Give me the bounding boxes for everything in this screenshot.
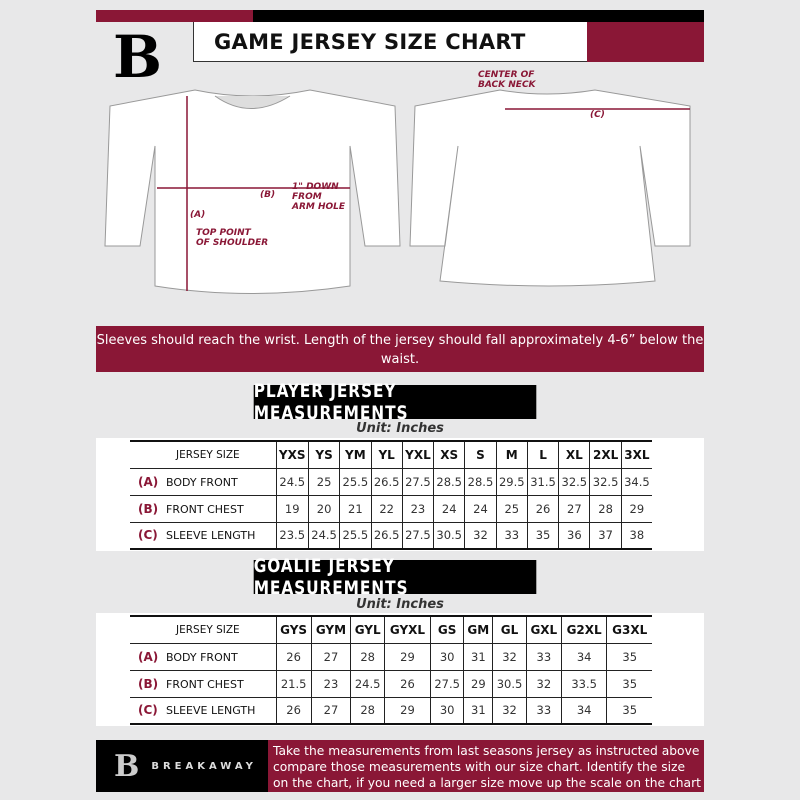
row-code: (C) [138, 703, 158, 718]
table-cell: 32 [465, 522, 496, 549]
jersey-diagram [100, 66, 710, 316]
title-accent [587, 22, 704, 62]
row-code: (A) [138, 649, 159, 664]
table-cell: 24 [465, 495, 496, 522]
table-cell: 32.5 [559, 468, 590, 495]
table-cell: 28 [351, 643, 385, 670]
row-name: BODY FRONT [166, 650, 238, 664]
size-header: S [465, 441, 496, 468]
top-bar-black [253, 10, 704, 22]
table-cell: 30 [430, 697, 464, 724]
table-cell: 27 [559, 495, 590, 522]
front-jersey [105, 90, 400, 294]
breakaway-logo: B [113, 23, 163, 91]
table-cell: 31.5 [527, 468, 558, 495]
jersey-size-label: JERSEY SIZE [130, 441, 276, 468]
table-cell: 26.5 [371, 468, 402, 495]
row-name: FRONT CHEST [166, 502, 244, 516]
page-title: GAME JERSEY SIZE CHART [193, 22, 587, 62]
jersey-size-label: JERSEY SIZE [130, 616, 276, 643]
size-header: YXL [402, 441, 433, 468]
table-cell: 21 [340, 495, 371, 522]
table-cell: 35 [527, 522, 558, 549]
row-code: (B) [138, 676, 159, 691]
table-cell: 27.5 [402, 522, 433, 549]
table-cell: 27 [311, 643, 350, 670]
table-cell: 24 [434, 495, 465, 522]
table-cell: 32 [493, 697, 527, 724]
table-cell: 34 [561, 643, 607, 670]
table-header-row [130, 441, 652, 468]
table-row [130, 522, 652, 549]
center-back-neck-label: CENTER OF BACK NECK [478, 70, 536, 90]
table-cell: 24.5 [351, 670, 385, 697]
row-label [130, 670, 276, 697]
size-header: YXS [276, 441, 308, 468]
table-cell: 25.5 [340, 522, 371, 549]
row-code: (C) [138, 528, 158, 543]
label-b: (B) [260, 190, 276, 200]
row-label [130, 522, 276, 549]
table-cell: 26 [276, 697, 311, 724]
row-label [130, 643, 276, 670]
table-cell: 20 [308, 495, 339, 522]
table-cell: 19 [276, 495, 308, 522]
table-cell: 30.5 [434, 522, 465, 549]
table-cell: 22 [371, 495, 402, 522]
table-cell: 25.5 [340, 468, 371, 495]
table-cell: 33.5 [561, 670, 607, 697]
size-header: GYL [351, 616, 385, 643]
table-cell: 28 [590, 495, 621, 522]
table-cell: 28.5 [465, 468, 496, 495]
size-header: GXL [526, 616, 561, 643]
label-b-text: 1" DOWN FROM ARM HOLE [292, 182, 346, 212]
table-row [130, 643, 652, 670]
size-header: YM [340, 441, 371, 468]
table-cell: 30.5 [493, 670, 527, 697]
size-header: GYXL [385, 616, 431, 643]
footer-instructions: Take the measurements from last seasons jersey as instructed above compare those measurements with our size chart. Identify the size on the chart, if you need a larger size move up the scale on the chart [268, 740, 704, 792]
table-cell: 33 [496, 522, 527, 549]
row-name: SLEEVE LENGTH [166, 704, 256, 718]
player-size-table [130, 440, 652, 550]
size-header: YS [308, 441, 339, 468]
size-header: L [527, 441, 558, 468]
goalie-table-container [96, 613, 704, 726]
table-cell: 26.5 [371, 522, 402, 549]
footer-brand-name: BREAKAWAY [151, 760, 257, 772]
label-a-text: TOP POINT OF SHOULDER [196, 228, 269, 248]
table-cell: 33 [526, 697, 561, 724]
table-cell: 38 [621, 522, 652, 549]
table-cell: 26 [527, 495, 558, 522]
table-row [130, 697, 652, 724]
table-cell: 28.5 [434, 468, 465, 495]
size-header: XL [559, 441, 590, 468]
table-cell: 29 [464, 670, 493, 697]
table-cell: 23 [402, 495, 433, 522]
size-header: GYM [311, 616, 350, 643]
row-label [130, 495, 276, 522]
footer-brand [96, 740, 268, 792]
size-header: 2XL [590, 441, 621, 468]
size-header: YL [371, 441, 402, 468]
table-cell: 28 [351, 697, 385, 724]
table-cell: 33 [526, 643, 561, 670]
table-cell: 24.5 [276, 468, 308, 495]
table-cell: 34.5 [621, 468, 652, 495]
size-header: GYS [276, 616, 311, 643]
table-cell: 27.5 [430, 670, 464, 697]
row-label [130, 468, 276, 495]
size-header: G2XL [561, 616, 607, 643]
table-cell: 29 [385, 643, 431, 670]
row-name: SLEEVE LENGTH [166, 529, 256, 543]
table-header-row [130, 616, 652, 643]
row-code: (B) [138, 501, 159, 516]
table-row [130, 670, 652, 697]
table-cell: 35 [607, 643, 652, 670]
player-unit: Unit: Inches [356, 421, 444, 436]
table-cell: 26 [385, 670, 431, 697]
row-name: BODY FRONT [166, 475, 238, 489]
size-header: 3XL [621, 441, 652, 468]
table-cell: 27 [311, 697, 350, 724]
row-code: (A) [138, 474, 159, 489]
table-cell: 21.5 [276, 670, 311, 697]
table-cell: 30 [430, 643, 464, 670]
player-table-container [96, 438, 704, 551]
size-header: GM [464, 616, 493, 643]
table-cell: 27.5 [402, 468, 433, 495]
table-cell: 37 [590, 522, 621, 549]
size-header: GL [493, 616, 527, 643]
table-cell: 35 [607, 697, 652, 724]
table-cell: 32.5 [590, 468, 621, 495]
table-cell: 36 [559, 522, 590, 549]
back-jersey [410, 90, 690, 286]
table-cell: 32 [493, 643, 527, 670]
goalie-size-table [130, 615, 652, 725]
table-cell: 29 [385, 697, 431, 724]
fit-guidance-banner: Sleeves should reach the wrist. Length of the jersey should fall approximately 4-6” below the waist. [96, 326, 704, 372]
goalie-section-title: GOALIE JERSEY MEASUREMENTS [254, 560, 537, 594]
top-bar-maroon [96, 10, 253, 22]
table-cell: 29.5 [496, 468, 527, 495]
size-header: G3XL [607, 616, 652, 643]
table-cell: 32 [526, 670, 561, 697]
table-cell: 25 [496, 495, 527, 522]
table-cell: 31 [464, 697, 493, 724]
table-cell: 23.5 [276, 522, 308, 549]
goalie-unit: Unit: Inches [356, 597, 444, 612]
size-header: M [496, 441, 527, 468]
row-label [130, 697, 276, 724]
footer-logo: B [114, 748, 140, 784]
label-c: (C) [590, 110, 605, 120]
table-cell: 31 [464, 643, 493, 670]
size-header: XS [434, 441, 465, 468]
table-cell: 26 [276, 643, 311, 670]
table-cell: 25 [308, 468, 339, 495]
table-cell: 29 [621, 495, 652, 522]
table-cell: 24.5 [308, 522, 339, 549]
label-a: (A) [190, 210, 206, 220]
size-header: GS [430, 616, 464, 643]
row-name: FRONT CHEST [166, 677, 244, 691]
player-section-title: PLAYER JERSEY MEASUREMENTS [254, 385, 537, 419]
table-cell: 35 [607, 670, 652, 697]
table-row [130, 495, 652, 522]
table-cell: 23 [311, 670, 350, 697]
table-cell: 34 [561, 697, 607, 724]
table-row [130, 468, 652, 495]
